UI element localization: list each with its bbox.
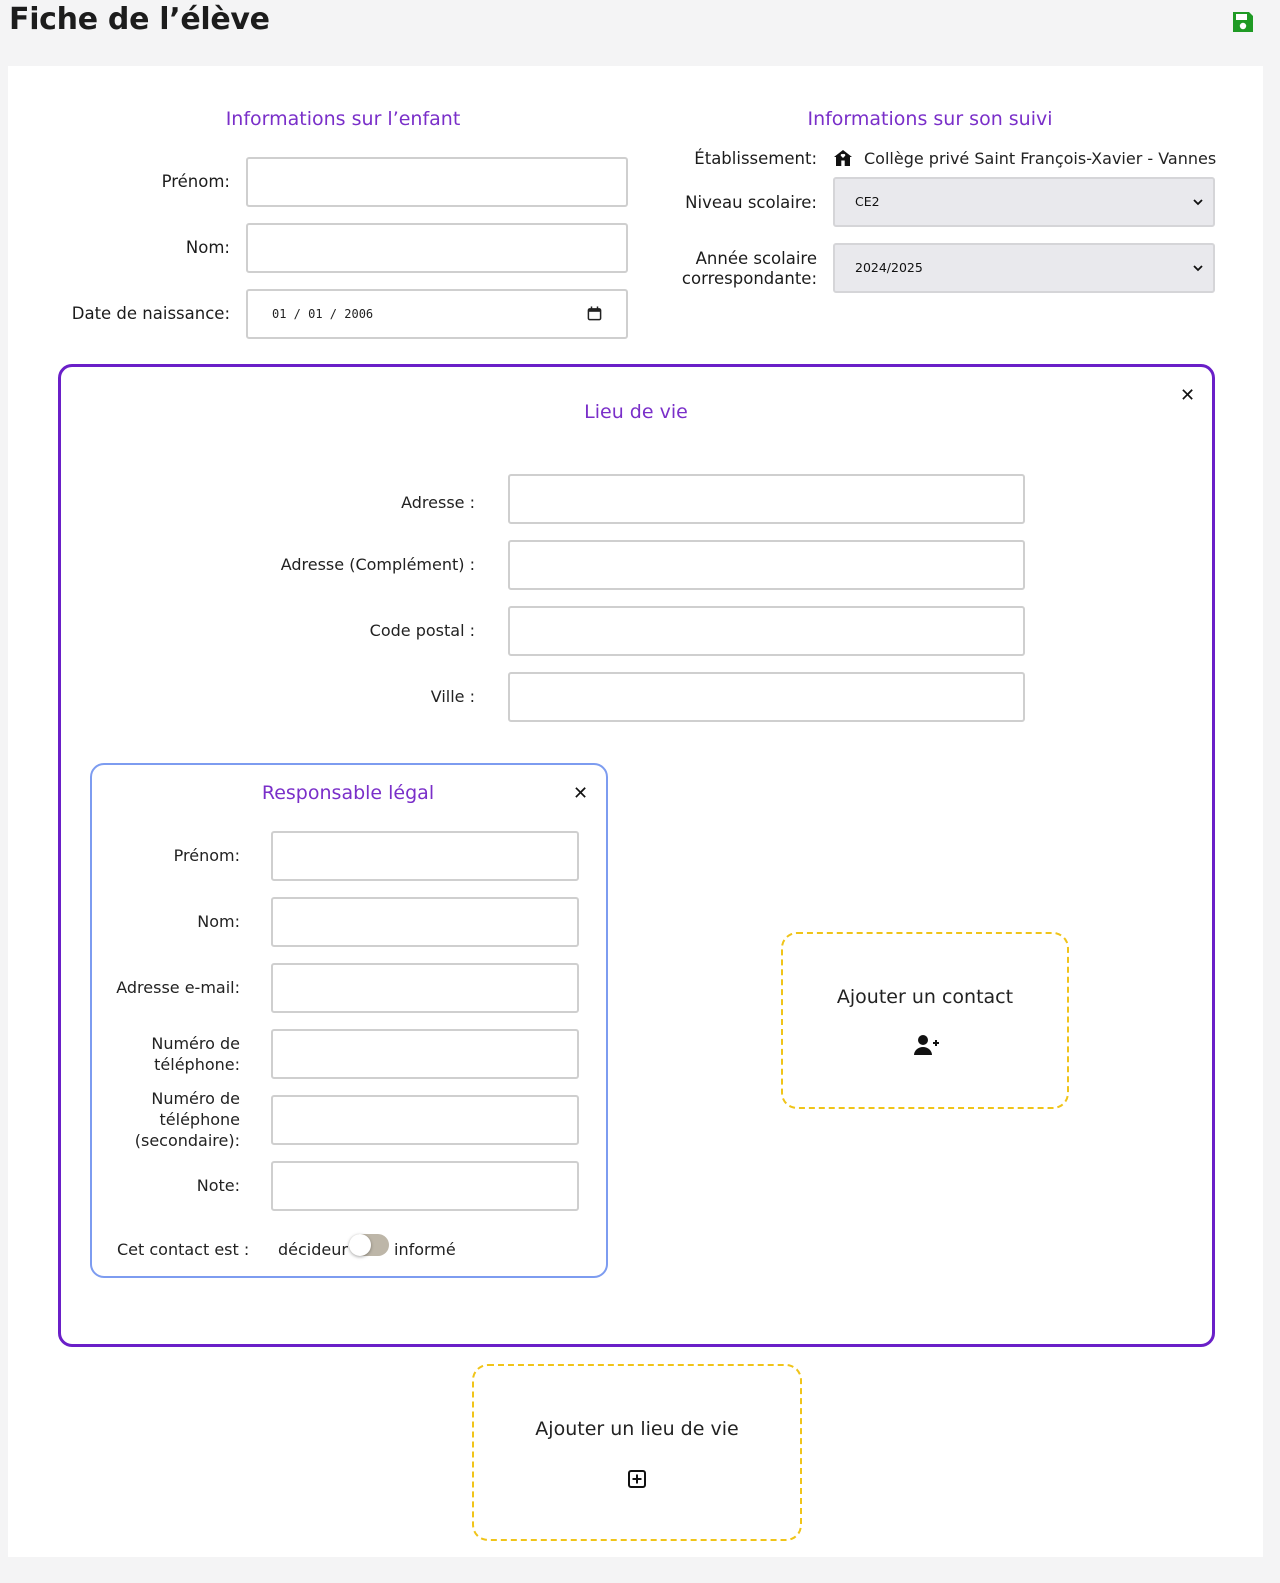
level-value: CE2 [855,194,880,209]
guardian-last-name-input[interactable] [271,897,579,947]
add-user-icon [913,1034,940,1056]
guardian-phone2-input[interactable] [271,1095,579,1145]
guardian-email-label: Adresse e-mail: [116,978,240,997]
save-icon[interactable] [1231,10,1255,34]
living-place-title: Lieu de vie [584,401,688,423]
calendar-icon[interactable] [587,306,602,321]
close-guardian-icon[interactable]: ✕ [573,783,589,804]
contact-type-toggle[interactable] [349,1234,389,1256]
guardian-first-name-input[interactable] [271,831,579,881]
child-last-name-input[interactable] [246,223,628,273]
toggle-knob [349,1234,371,1256]
child-first-name-input[interactable] [246,157,628,207]
close-living-place-icon[interactable]: ✕ [1180,385,1196,406]
level-label: Niveau scolaire: [685,193,817,212]
postal-code-label: Code postal : [369,621,475,640]
child-info-title: Informations sur l’enfant [225,108,461,130]
guardian-email-input[interactable] [271,963,579,1013]
toggle-left-label: décideur [278,1240,348,1259]
school-value: Collège privé Saint François-Xavier - Vannes [864,149,1217,168]
level-select[interactable] [833,177,1215,227]
guardian-phone-label-line2: téléphone: [154,1055,240,1074]
guardian-note-input[interactable] [271,1161,579,1211]
birthdate-input[interactable] [246,289,628,339]
followup-info-title: Informations sur son suivi [807,108,1053,130]
school-year-value: 2024/2025 [855,260,923,275]
page-title: Fiche de l’élève [9,2,270,37]
chevron-down-icon [1193,198,1203,206]
toggle-right-label: informé [394,1240,456,1259]
child-last-name-label: Nom: [185,238,230,257]
guardian-phone2-label-line3: (secondaire): [134,1131,240,1150]
postal-code-input[interactable] [508,606,1025,656]
guardian-title: Responsable légal [261,782,435,804]
year-label-line2: correspondante: [681,269,817,288]
address-label: Adresse : [401,493,475,512]
contact-type-label: Cet contact est : [117,1240,250,1259]
city-label: Ville : [430,687,475,706]
add-contact-label: Ajouter un contact [836,986,1014,1008]
address-input[interactable] [508,474,1025,524]
address-complement-input[interactable] [508,540,1025,590]
year-label-line1: Année scolaire [695,249,817,268]
plus-square-icon [628,1470,646,1488]
guardian-phone-input[interactable] [271,1029,579,1079]
school-label: Établissement: [694,149,817,168]
birthdate-label: Date de naissance: [71,304,230,323]
guardian-phone2-label-line1: Numéro de [151,1089,240,1108]
child-first-name-label: Prénom: [161,172,230,191]
birthdate-value: 01 / 01 / 2006 [272,307,374,321]
add-living-place-label: Ajouter un lieu de vie [535,1418,739,1440]
add-living-place-button[interactable] [472,1364,802,1541]
school-icon [833,149,853,167]
guardian-first-name-label: Prénom: [173,846,240,865]
city-input[interactable] [508,672,1025,722]
address-complement-label: Adresse (Complément) : [280,555,475,574]
guardian-phone2-label-line2: téléphone [159,1110,240,1129]
guardian-last-name-label: Nom: [197,912,240,931]
add-contact-button[interactable] [781,932,1069,1109]
guardian-phone-label-line1: Numéro de [151,1034,240,1053]
school-year-select[interactable] [833,243,1215,293]
chevron-down-icon [1193,264,1203,272]
guardian-note-label: Note: [196,1176,240,1195]
